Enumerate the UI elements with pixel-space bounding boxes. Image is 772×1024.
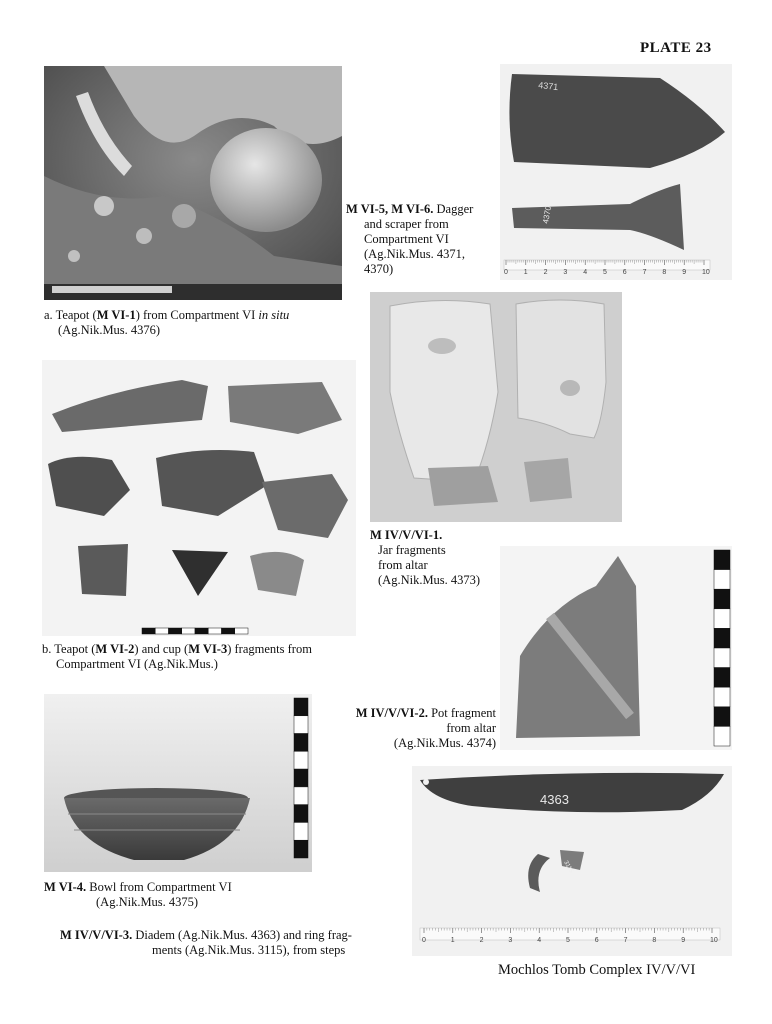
scraper-label: 4370 bbox=[541, 205, 554, 225]
scale-bar-segment bbox=[169, 628, 182, 634]
scale-bar-segment bbox=[294, 751, 308, 769]
caption-diadem-l2: ments (Ag.Nik.Mus. 3115), from steps bbox=[152, 943, 346, 957]
caption-bowl-l2: (Ag.Nik.Mus. 4375) bbox=[96, 895, 199, 909]
ruler-tick-label: 8 bbox=[652, 937, 657, 944]
photo-teapot-cup-fragments bbox=[42, 360, 356, 636]
caption-jar-l2: Jar fragments bbox=[378, 543, 446, 557]
caption-jar-code: M IV/V/VI-1. bbox=[370, 528, 443, 542]
caption-a-mid: ) from Compartment VI bbox=[135, 308, 259, 322]
ruler-tick-label: 4 bbox=[583, 269, 588, 276]
caption-pot-l1: Pot fragment bbox=[427, 706, 496, 720]
scale-bar-segment bbox=[142, 628, 155, 634]
scale-bar-segment bbox=[294, 840, 308, 858]
caption-a-code: M VI-1 bbox=[96, 308, 136, 322]
ring-label: 3115 bbox=[562, 860, 574, 875]
ruler-tick-label: 10 bbox=[710, 937, 718, 944]
scale-bar-segment bbox=[235, 628, 248, 634]
caption-bowl-code: M VI-4. bbox=[44, 880, 87, 894]
scale-bar-segment bbox=[208, 628, 221, 634]
caption-a bbox=[44, 308, 364, 338]
caption-a-line2: (Ag.Nik.Mus. 4376) bbox=[58, 323, 161, 337]
caption-b-code2: M VI-3 bbox=[188, 642, 228, 656]
plate-footer-title: Mochlos Tomb Complex IV/V/VI bbox=[498, 962, 696, 978]
ruler-tick-label: 3 bbox=[508, 937, 513, 944]
ruler-tick-label: 6 bbox=[594, 937, 599, 944]
ruler-tick-label: 6 bbox=[622, 269, 627, 276]
photo-diadem-ring bbox=[412, 766, 732, 956]
scale-bar-segment bbox=[714, 609, 730, 629]
caption-b-line2: Compartment VI (Ag.Nik.Mus.) bbox=[56, 657, 218, 671]
scale-bar-segment bbox=[294, 734, 308, 752]
photo-bowl bbox=[44, 694, 312, 872]
photo-pot-fragment bbox=[500, 546, 732, 750]
caption-b-prefix: b. Teapot ( bbox=[42, 642, 96, 656]
caption-b-mid: ) and cup ( bbox=[134, 642, 189, 656]
ruler-tick-label: 1 bbox=[450, 937, 455, 944]
caption-diadem-code: M IV/V/VI-3. bbox=[60, 928, 133, 942]
caption-dagger-l2: and scraper from bbox=[364, 217, 449, 231]
dagger-label: 4371 bbox=[537, 80, 559, 93]
scale-bar-segment bbox=[222, 628, 235, 634]
scale-bar-segment bbox=[714, 550, 730, 570]
caption-bowl bbox=[44, 880, 304, 910]
caption-a-italic: in situ bbox=[258, 308, 290, 322]
caption-a-prefix: a. Teapot ( bbox=[44, 308, 97, 322]
ruler-tick-label: 9 bbox=[681, 937, 686, 944]
ruler-tick-label: 9 bbox=[682, 269, 687, 276]
scale-bar-segment bbox=[714, 707, 730, 727]
caption-b-code1: M VI-2 bbox=[95, 642, 135, 656]
ruler-tick-label: 7 bbox=[623, 937, 628, 944]
caption-pot-l2: from altar bbox=[446, 721, 496, 735]
scale-bar-segment bbox=[714, 668, 730, 688]
ruler-tick-label: 7 bbox=[642, 269, 647, 276]
caption-pot-code: M IV/V/VI-2. bbox=[355, 706, 428, 720]
scale-bar-segment bbox=[195, 628, 208, 634]
scale-bar-segment bbox=[294, 822, 308, 840]
caption-dagger-l5: 4370) bbox=[364, 262, 394, 276]
caption-diadem-l1: Diadem (Ag.Nik.Mus. 4363) and ring frag- bbox=[132, 928, 352, 942]
photo-teapot-in-situ bbox=[44, 66, 342, 300]
scale-bar-segment bbox=[294, 805, 308, 823]
ruler-tick-label: 2 bbox=[543, 269, 548, 276]
scale-bar-segment bbox=[294, 769, 308, 787]
scale-bar-segment bbox=[182, 628, 195, 634]
ruler-tick-label: 2 bbox=[479, 937, 484, 944]
caption-b-rest: ) fragments from bbox=[227, 642, 312, 656]
ruler-tick-label: 10 bbox=[702, 269, 710, 276]
caption-diadem bbox=[60, 928, 420, 958]
ruler-tick-label: 5 bbox=[603, 269, 607, 276]
ruler-tick-label: 8 bbox=[662, 269, 667, 276]
diadem-label: 4363 bbox=[540, 792, 569, 807]
scale-bar-segment bbox=[714, 628, 730, 648]
caption-dagger bbox=[346, 202, 496, 277]
caption-dagger-l1: Dagger bbox=[433, 202, 474, 216]
caption-jar-l4: (Ag.Nik.Mus. 4373) bbox=[378, 573, 481, 587]
scale-bar-segment bbox=[714, 570, 730, 590]
caption-pot bbox=[326, 706, 496, 751]
caption-b bbox=[42, 642, 372, 672]
scale-bar-segment bbox=[714, 687, 730, 707]
caption-pot-l3: (Ag.Nik.Mus. 4374) bbox=[393, 736, 496, 750]
ruler-tick-label: 0 bbox=[504, 269, 508, 276]
scale-bar-segment bbox=[294, 716, 308, 734]
photo-jar-fragments bbox=[370, 292, 622, 522]
scale-bar-segment bbox=[294, 698, 308, 716]
caption-dagger-code: M VI-5, M VI-6. bbox=[346, 202, 434, 216]
caption-dagger-l4: (Ag.Nik.Mus. 4371, bbox=[364, 247, 466, 261]
plate-number: PLATE 23 bbox=[640, 40, 712, 56]
scale-bar-segment bbox=[714, 648, 730, 668]
caption-bowl-l1: Bowl from Compartment VI bbox=[86, 880, 232, 894]
ruler-tick-label: 5 bbox=[566, 937, 570, 944]
ruler-tick-label: 0 bbox=[422, 937, 426, 944]
ruler-tick-label: 1 bbox=[523, 269, 528, 276]
ruler-tick-label: 4 bbox=[537, 937, 542, 944]
photo-dagger-scraper bbox=[500, 64, 732, 280]
ruler-tick-label: 3 bbox=[563, 269, 568, 276]
caption-jar-l3: from altar bbox=[378, 558, 428, 572]
scale-bar-segment bbox=[714, 726, 730, 746]
scale-bar-segment bbox=[714, 589, 730, 609]
scale-bar-segment bbox=[294, 787, 308, 805]
caption-dagger-l3: Compartment VI bbox=[364, 232, 449, 246]
scale-bar-segment bbox=[155, 628, 168, 634]
